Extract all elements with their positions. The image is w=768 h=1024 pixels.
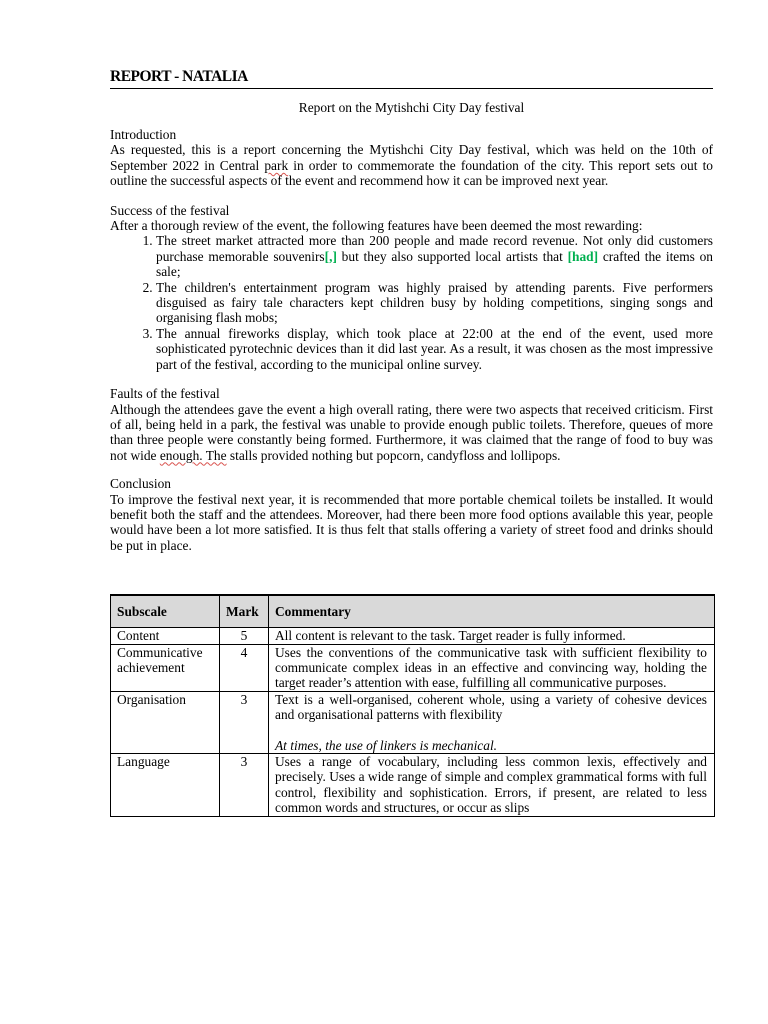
faults-heading: Faults of the festival (110, 386, 220, 402)
table-row (111, 628, 715, 644)
table-row (111, 644, 715, 691)
success-heading: Success of the festival (110, 202, 230, 218)
subscale-cell: Organisation (111, 691, 220, 753)
table-row (111, 691, 715, 753)
assessment-table (110, 594, 715, 816)
list-item: 1. The street market attracted more than 200 people and made record revenue. Not only did customers purchase memorable souvenirs[,] but they also supported local artists that [had] crafted the items on sale; (156, 233, 713, 279)
mark-cell: 4 (220, 644, 269, 691)
assessment-table-wrapper (110, 594, 713, 816)
commentary-cell: Text is a well-organised, coherent whole, using a variety of cohesive devices and organisational patterns with flexibility At times, the use of linkers is mechanical. (269, 691, 715, 753)
list-item: 3. The annual fireworks display, which took place at 22:00 at the end of the event, used more sophisticated pyrotechnic devices than it did last year. As a result, it was chosen as the most impressive part of the festival, according to the municipal online survey. (156, 326, 713, 372)
conclusion-section (110, 476, 713, 553)
correction-mark: [had] (567, 248, 599, 264)
table-row (111, 754, 715, 817)
success-lead: After a thorough review of the event, the following features have been deemed the most rewarding: (110, 218, 643, 234)
success-list (110, 233, 713, 372)
mark-cell: 3 (220, 754, 269, 817)
introduction-paragraph: As requested, this is a report concerning the Mytishchi City Day festival, which was held on the 10th of September 2022 in Central park in order to commemorate the foundation of the city. This report sets out to outline the successful aspects of the event and recommend how it can be improved next year. (110, 142, 714, 189)
introduction-heading: Introduction (110, 127, 177, 142)
document-title: Report on the Mytishchi City Day festival (298, 100, 525, 115)
mark-cell: 5 (220, 628, 269, 644)
table-header-row (111, 595, 715, 628)
spellcheck-flag[interactable]: park (264, 157, 289, 173)
conclusion-paragraph: To improve the festival next year, it is recommended that more portable chemical toilets be installed. It would benefit both the staff and the attendees. Moreover, had there been more food options available this year, people would have been a lot more satisfied. It is thus felt that stalls offering a variety of street food and drinks should be put in place. (110, 491, 713, 553)
commentary-cell: All content is relevant to the task. Target reader is fully informed. (269, 628, 715, 644)
document-body (110, 68, 713, 817)
list-item: 2. The children's entertainment program was highly praised by attending parents. Five performers disguised as fairy tale characters kept children busy by holding competitions, singing songs and organising flash mobs; (156, 280, 713, 326)
commentary-cell: Uses a range of vocabulary, including less common lexis, effectively and precisely. Uses a wide range of simple and complex grammatical forms with full control, flexibility and sophistication. Errors, if present, are related to less common words and structures, or occur as slips (269, 754, 715, 817)
introduction-section (110, 127, 713, 189)
success-section (110, 203, 713, 372)
subscale-cell: Language (111, 754, 220, 817)
commentary-cell: Uses the conventions of the communicative task with sufficient flexibility to communicate complex ideas in an effective and convincing way, holding the target reader’s attention with ease, fulfilling all communicative purposes. (269, 644, 715, 691)
report-heading: REPORT - NATALIA (110, 68, 713, 89)
subscale-header: Subscale (111, 595, 220, 628)
mark-cell: 3 (220, 691, 269, 753)
conclusion-heading: Conclusion (110, 476, 172, 492)
faults-section (110, 386, 713, 463)
spellcheck-flag[interactable]: enough. The (159, 447, 227, 463)
commentary-header: Commentary (269, 595, 715, 628)
commentary-note: At times, the use of linkers is mechanical. (275, 737, 498, 753)
subscale-cell: Communicative achievement (111, 644, 220, 691)
mark-header: Mark (220, 595, 269, 628)
correction-mark: [,] (324, 248, 337, 264)
faults-paragraph: Although the attendees gave the event a high overall rating, there were two aspects that received criticism. First of all, being held in a park, the festival was unable to provide enough public toilets. Therefore, queues of more than three people were constantly being formed. Furthermore, it was claimed that the range of food to buy was not wide enough. The stalls provided nothing but popcorn, candyfloss and lollipops. (110, 401, 713, 463)
subscale-cell: Content (111, 628, 220, 644)
